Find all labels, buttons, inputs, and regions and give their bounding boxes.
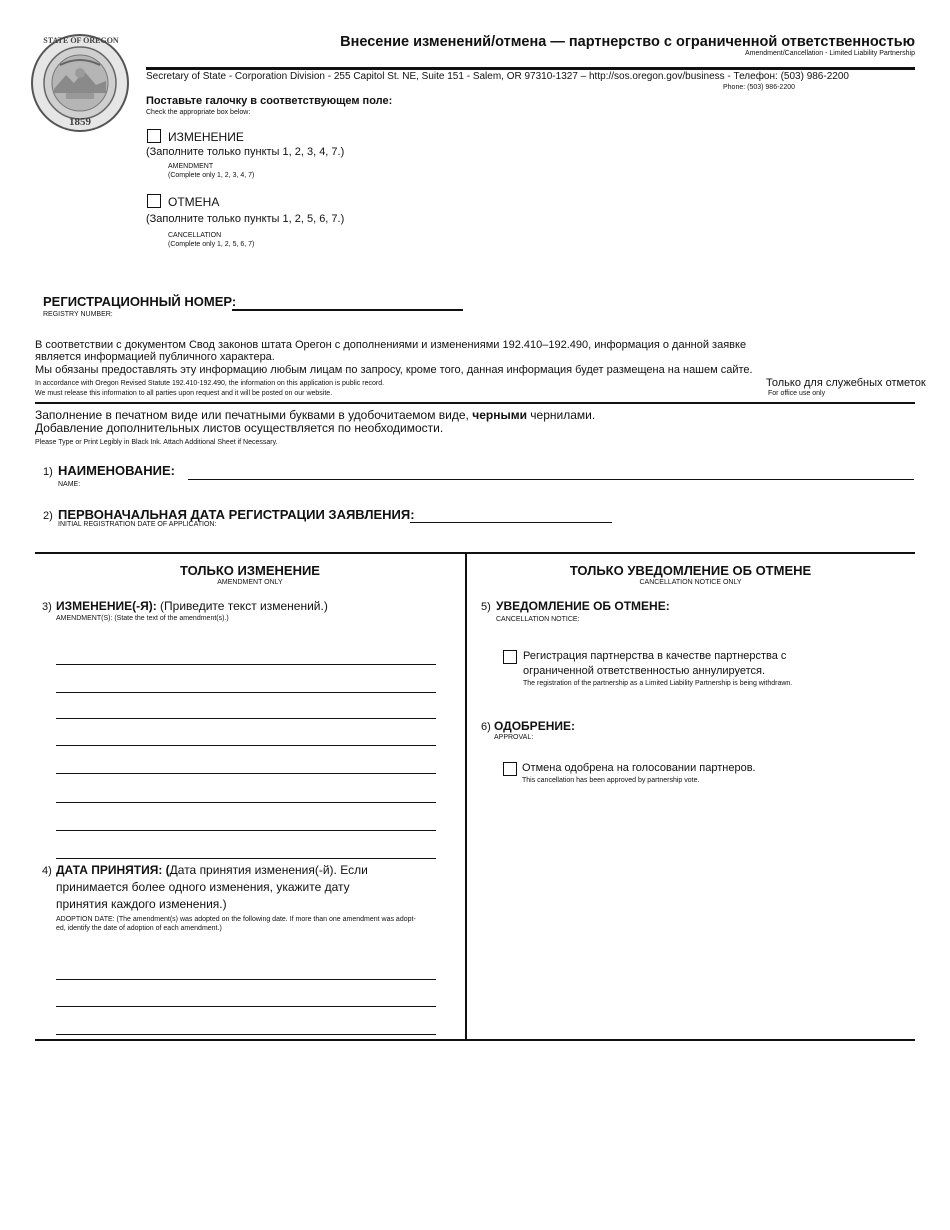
notice-line1: В соответствии с документом Свод законов штата Орегон с дополнениями и изменениями 192.410–192.490, информация о данной заявке (35, 339, 747, 351)
instructions-line2: Добавление дополнительных листов осуществляется по необходимости. (35, 421, 444, 435)
header-rule (146, 67, 915, 70)
phone-en: Phone: (503) 986-2200 (723, 84, 795, 91)
partnership-vote-text: Отмена одобрена на голосовании партнеров. (522, 762, 756, 774)
withdrawal-text-line2: ограниченной ответственностью аннулируется. (523, 665, 766, 677)
field3-number: 3) (42, 601, 52, 613)
seal-year: 1859 (69, 116, 91, 128)
notice-line3: Мы обязаны предоставлять эту информацию любым лицам по запросу, кроме того, данная информация будет размещена на нашем сайте. (35, 364, 753, 376)
amendment-line[interactable] (56, 664, 436, 665)
field4-en-line1: ADOPTION DATE: (The amendment(s) was adopted on the following date. If more than one amendment was adopt- (56, 916, 416, 923)
amendment-only-heading-en: AMENDMENT ONLY (217, 579, 283, 586)
amendment-line[interactable] (56, 692, 436, 693)
partnership-vote-checkbox[interactable] (503, 762, 517, 776)
cancellation-note: (Заполните только пункты 1, 2, 5, 6, 7.) (146, 213, 345, 225)
field4-en-line2: ed, identify the date of adoption of each amendment.) (56, 925, 222, 932)
field5-label-en: CANCELLATION NOTICE: (496, 616, 580, 623)
registry-label: РЕГИСТРАЦИОННЫЙ НОМЕР: (43, 294, 237, 309)
amendment-note: (Заполните только пункты 1, 2, 3, 4, 7.) (146, 146, 345, 158)
name-field[interactable] (188, 479, 914, 480)
field2-number: 2) (43, 510, 53, 522)
cancellation-checkbox[interactable] (147, 194, 161, 208)
field4-number: 4) (42, 865, 52, 877)
withdrawal-checkbox[interactable] (503, 650, 517, 664)
form-title: Внесение изменений/отмена — партнерство с ограниченной ответственностью (340, 34, 915, 50)
amendment-only-heading: ТОЛЬКО ИЗМЕНЕНИЕ (180, 563, 320, 578)
amendment-line[interactable] (56, 718, 436, 719)
amendment-label: ИЗМЕНЕНИЕ (168, 130, 244, 144)
amendment-en-note: (Complete only 1, 2, 3, 4, 7) (168, 172, 255, 179)
adoption-date-line[interactable] (56, 1034, 436, 1035)
notice-en2: We must release this information to all parties upon request and it will be posted on our website. (35, 390, 333, 397)
withdrawal-text-en: The registration of the partnership as a Limited Liability Partnership is being withdrawn. (523, 680, 793, 687)
field2-label-en: INITIAL REGISTRATION DATE OF APPLICATION: (58, 521, 217, 528)
withdrawal-text-line1: Регистрация партнерства в качестве партнерства с (523, 650, 787, 662)
field6-label-en: APPROVAL: (494, 734, 534, 741)
field1-label: НАИМЕНОВАНИЕ: (58, 463, 175, 478)
amendment-line[interactable] (56, 858, 436, 859)
field3-label: ИЗМЕНЕНИЕ(-Я): (Приведите текст изменений.) (56, 599, 328, 613)
section-divider (35, 402, 915, 404)
check-heading: Поставьте галочку в соответствующем поле: (146, 95, 393, 107)
seal-top-text: STATE OF OREGON (43, 36, 119, 45)
instructions-en: Please Type or Print Legibly in Black Ink. Attach Additional Sheet if Necessary. (35, 439, 278, 446)
field3-label-en: AMENDMENT(S): (State the text of the amendment(s).) (56, 615, 229, 622)
field4-label: ДАТА ПРИНЯТИЯ: (Дата принятия изменения(-й). Если (56, 863, 368, 877)
field5-label: УВЕДОМЛЕНИЕ ОБ ОТМЕНЕ: (496, 599, 670, 613)
field6-number: 6) (481, 721, 491, 733)
cancellation-en: CANCELLATION (168, 232, 222, 239)
initial-registration-date-field[interactable] (410, 522, 612, 523)
field4-desc-line2: принимается более одного изменения, укажите дату (56, 880, 350, 894)
partnership-vote-text-en: This cancellation has been approved by partnership vote. (522, 777, 700, 784)
cancellation-only-heading-en: CANCELLATION NOTICE ONLY (639, 579, 742, 586)
agency-address: Secretary of State - Corporation Division - 255 Capitol St. NE, Suite 151 - Salem, OR 97310-1327 – http://sos.oregon.gov/business - Телефон: (503) 986-2200 (146, 71, 849, 82)
cancellation-label: ОТМЕНА (168, 195, 220, 209)
amendment-line[interactable] (56, 830, 436, 831)
amendment-en: AMENDMENT (168, 163, 214, 170)
amendment-line[interactable] (56, 745, 436, 746)
notice-line2: является информацией публичного характера. (35, 351, 275, 363)
field4-desc-line3: принятия каждого изменения.) (56, 897, 227, 911)
amendment-line[interactable] (56, 802, 436, 803)
amendment-line[interactable] (56, 773, 436, 774)
form-subtitle: Amendment/Cancellation - Limited Liability Partnership (744, 50, 915, 57)
instructions-line1: Заполнение в печатном виде или печатными буквами в удобочитаемом виде, черными чернилами. (35, 408, 596, 422)
field1-number: 1) (43, 466, 53, 478)
adoption-date-line[interactable] (56, 1006, 436, 1007)
office-use-en: For office use only (768, 390, 826, 397)
column-divider (465, 553, 467, 1040)
amendment-checkbox[interactable] (147, 129, 161, 143)
notice-en1: In accordance with Oregon Revised Statute 192.410-192.490, the information on this application is public record. (35, 380, 385, 387)
registry-number-field[interactable] (232, 309, 463, 311)
field1-label-en: NAME: (58, 481, 81, 488)
columns-top-rule (35, 552, 915, 554)
registry-label-en: REGISTRY NUMBER: (43, 311, 113, 318)
adoption-date-line[interactable] (56, 979, 436, 980)
check-heading-en: Check the appropriate box below: (146, 109, 251, 116)
cancellation-en-note: (Complete only 1, 2, 5, 6, 7) (168, 241, 255, 248)
cancellation-only-heading: ТОЛЬКО УВЕДОМЛЕНИЕ ОБ ОТМЕНЕ (569, 563, 812, 578)
field5-number: 5) (481, 601, 491, 613)
field2-label: ПЕРВОНАЧАЛЬНАЯ ДАТА РЕГИСТРАЦИИ ЗАЯВЛЕНИЯ: (58, 507, 415, 522)
field6-label: ОДОБРЕНИЕ: (494, 719, 575, 733)
office-use-label: Только для служебных отметок (766, 377, 926, 389)
columns-bottom-rule (35, 1039, 915, 1041)
